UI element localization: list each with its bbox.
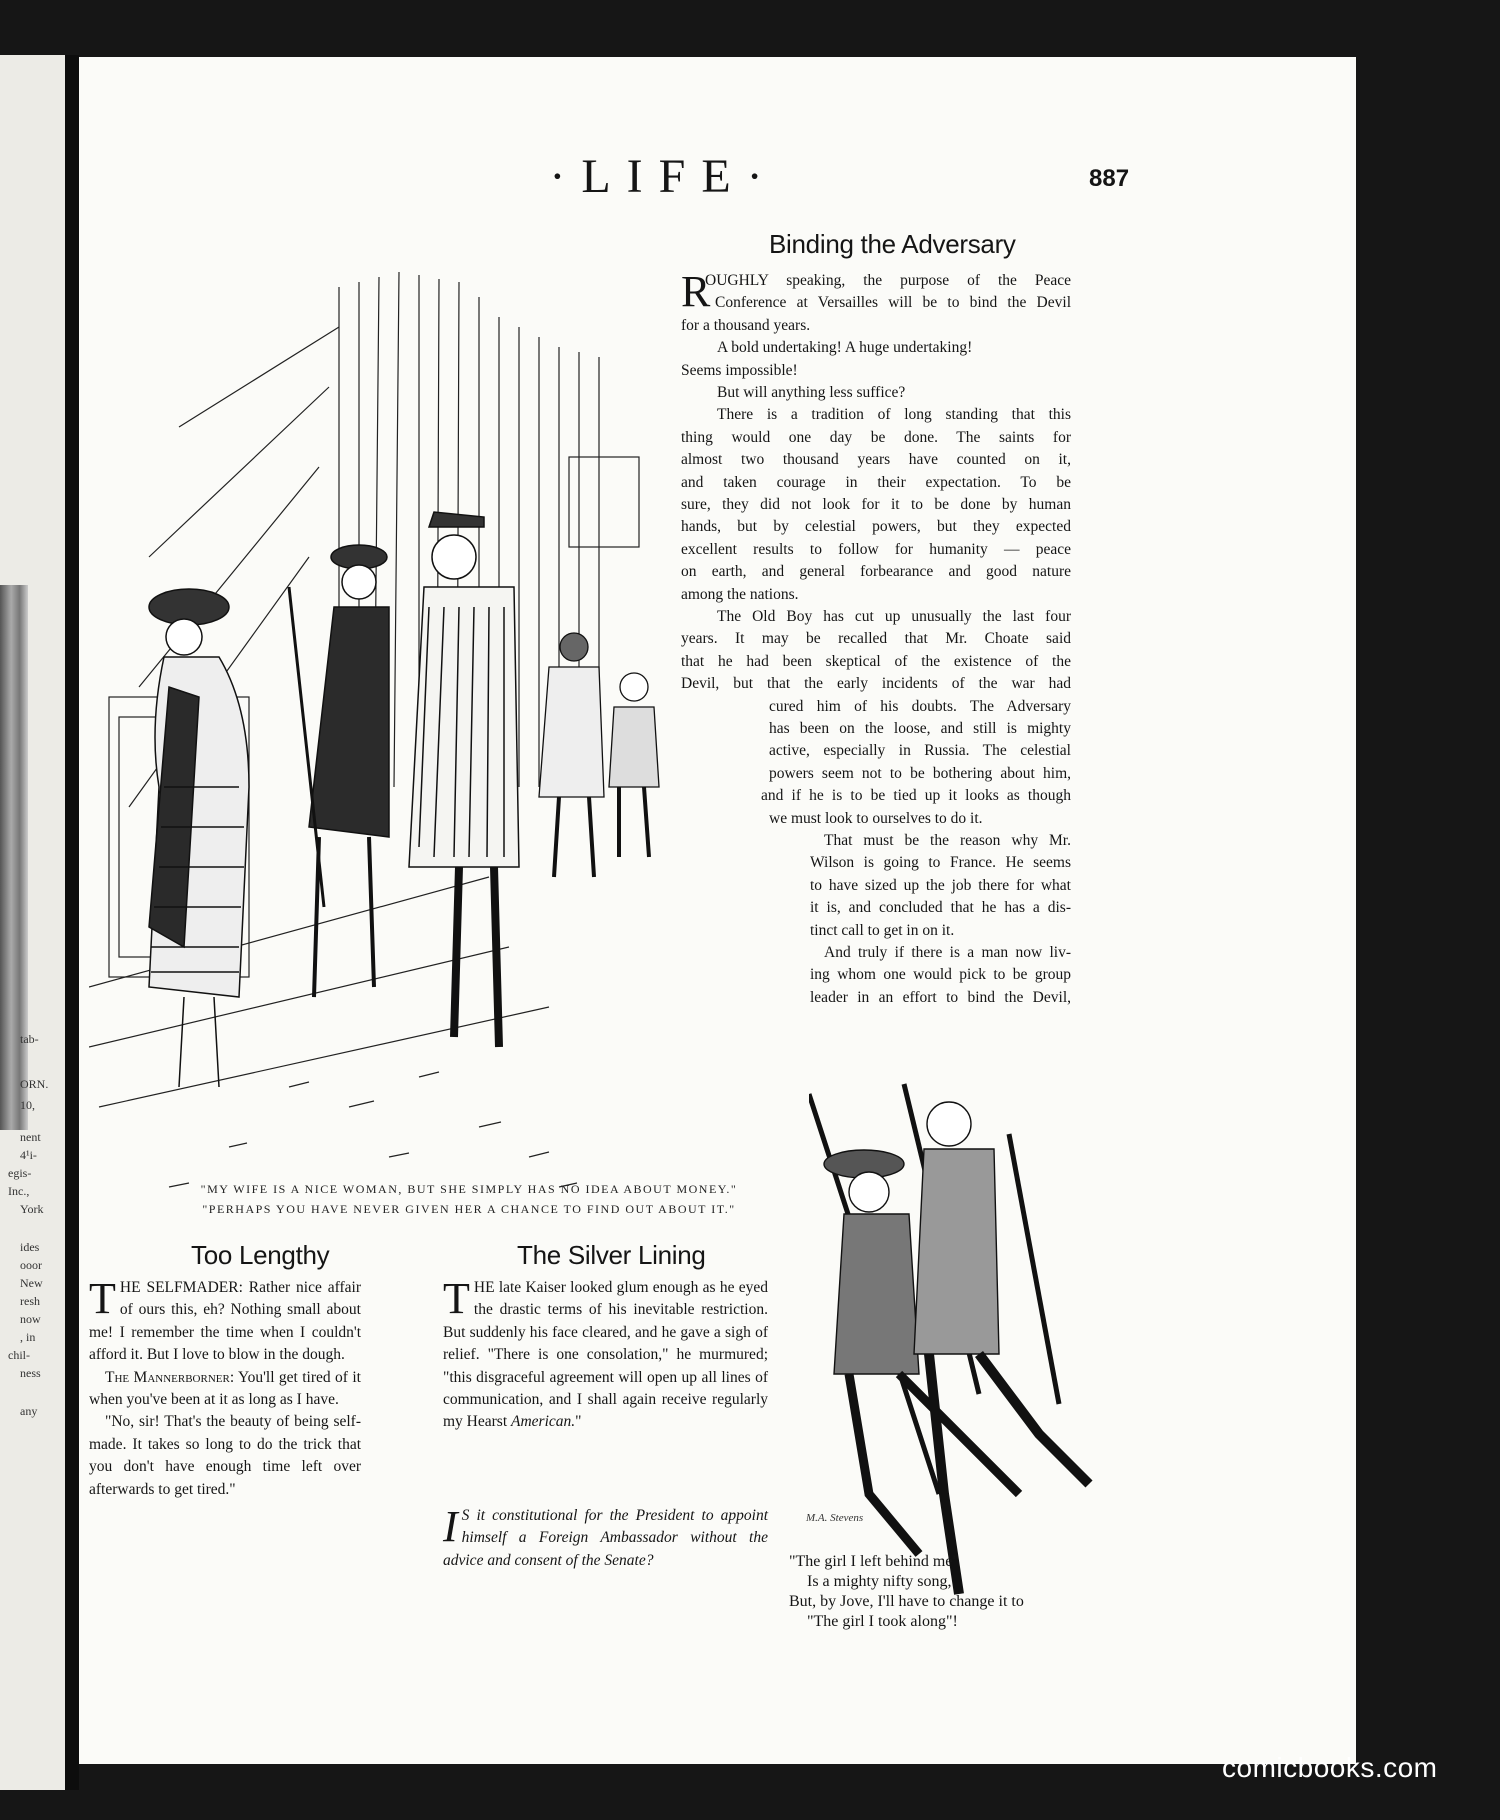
article-line: Wilson is going to France. He seems	[810, 854, 1071, 872]
binding-adversary-title: Binding the Adversary	[769, 229, 1016, 259]
silver-lining-title: The Silver Lining	[517, 1240, 706, 1270]
article-line: A bold undertaking! A huge undertaking!	[717, 339, 973, 357]
left-page-fragment: ness	[20, 1366, 41, 1380]
article-line: thing would one day be done. The saints for	[681, 428, 1071, 446]
site-watermark: comicbooks.com	[1222, 1752, 1438, 1783]
dialogue-text: : You'll get tired of it when you've been at it as long as I have.	[89, 1368, 361, 1409]
article-line: OUGHLY speaking, the purpose of the Peace	[705, 272, 1071, 289]
left-page-fragment: , in	[20, 1330, 36, 1344]
silver-lining-body	[443, 1274, 768, 1434]
left-page-fragment: egis-	[8, 1166, 32, 1180]
poem-line: But, by Jove, I'll have to change it to	[789, 1593, 1024, 1610]
drop-cap: T	[443, 1274, 470, 1323]
too-lengthy-paragraph: "No, sir! That's the beauty of being self-made. It takes so long to do the trick that you don't have enough time left over afterwards to get tired."	[89, 1413, 361, 1498]
article-line: cured him of his doubts. The Adversary	[769, 697, 1071, 715]
article-line: There is a tradition of long standing that this	[717, 406, 1071, 424]
poem	[789, 1552, 1024, 1632]
drop-cap: T	[89, 1274, 116, 1323]
left-page-fragment: Inc.,	[8, 1184, 30, 1198]
artist-signature: M.A. Stevens	[806, 1512, 864, 1524]
too-lengthy-title: Too Lengthy	[191, 1240, 330, 1270]
left-page-fragment: now	[20, 1312, 41, 1326]
too-lengthy-paragraph	[89, 1274, 361, 1367]
closing-quote: "	[575, 1413, 582, 1431]
poem-line: Is a mighty nifty song,	[807, 1573, 952, 1590]
poem-line: "The girl I left behind me"	[789, 1553, 959, 1570]
newspaper-name: American.	[511, 1413, 576, 1431]
caption-line: "MY WIFE IS A NICE WOMAN, BUT SHE SIMPLY HAS NO IDEA ABOUT MONEY."	[200, 1182, 738, 1196]
article-line: sure, they did not look for it to be done by human	[681, 496, 1071, 513]
left-page-fragment: any	[20, 1404, 38, 1418]
article-line: that he had been skeptical of the existence of the	[681, 652, 1071, 670]
article-line: tinct call to get in on it.	[810, 921, 955, 939]
speaker-name: The Mannerborner	[105, 1368, 230, 1386]
constitutional-paragraph	[443, 1502, 768, 1572]
left-facing-page	[0, 55, 65, 1790]
too-lengthy-body	[89, 1274, 361, 1501]
article-line: excellent results to follow for humanity — peace	[681, 540, 1071, 558]
silver-lining-text: HE late Kaiser looked glum enough as he eyed the drastic terms of his inevitable restriction. But suddenly his face cleared, and he gave a sigh of relief. "There is one consolation," he murmured; "this disgraceful agreement will open up all lines of communication, and I shall again receive regularly my Hearst	[443, 1279, 768, 1431]
article-line: to have sized up the job there for what	[810, 876, 1071, 894]
article-line: among the nations.	[681, 585, 799, 603]
article-line: years. It may be recalled that Mr. Choate said	[681, 630, 1071, 648]
article-line: active, especially in Russia. The celestial	[769, 742, 1071, 760]
article-line: it is, and concluded that he has a dis-	[810, 899, 1071, 917]
magazine-page	[79, 57, 1356, 1764]
left-page-illustration-strip	[0, 585, 28, 1130]
silver-lining-paragraph	[443, 1274, 768, 1434]
left-page-fragment: New	[20, 1276, 43, 1290]
article-line: That must be the reason why Mr.	[824, 832, 1071, 849]
article-line: for a thousand years.	[681, 316, 811, 334]
left-page-fragment: ides	[20, 1240, 40, 1254]
too-lengthy-paragraph	[89, 1367, 361, 1412]
left-page-fragment: ORN.	[20, 1077, 49, 1091]
article-line: powers seem not to be bothering about him,	[769, 764, 1071, 782]
page-number: 887	[1089, 165, 1130, 192]
left-page-fragment: nent	[20, 1130, 41, 1144]
article-line: almost two thousand years have counted on it,	[681, 451, 1071, 469]
street-scene-illustration	[89, 227, 739, 1217]
man-with-cane-figure	[289, 545, 389, 997]
article-line: The Old Boy has cut up unusually the last four	[717, 608, 1071, 625]
left-page-fragment: 4¹i-	[20, 1148, 37, 1162]
constitutional-text: S it constitutional for the President to appoint himself a Foreign Ambassador without the advice and consent of the Senate?	[443, 1507, 768, 1569]
children-figures	[539, 633, 659, 877]
speaker-name: HE SELFMADER	[119, 1279, 239, 1296]
drop-cap: R	[681, 267, 711, 316]
article-line: ing whom one would pick to be group	[810, 966, 1071, 984]
article-line: and taken courage in their expectation. To be	[681, 473, 1071, 491]
dialogue-text: : Rather nice affair of ours this, eh? Nothing small about me! I remember the time when I couldn't afford it. But I love to blow in the dough.	[89, 1279, 361, 1364]
article-line: has been on the loose, and still is mighty	[769, 720, 1071, 737]
article-line: But will anything less suffice?	[717, 384, 906, 401]
article-line: and if he is to be tied up it looks as though	[761, 787, 1071, 805]
left-page-fragment: ooor	[20, 1258, 42, 1272]
masthead: ·LIFE·	[549, 150, 779, 203]
article-line: Seems impossible!	[681, 361, 798, 379]
caption-line: "PERHAPS YOU HAVE NEVER GIVEN HER A CHANCE TO FIND OUT ABOUT IT."	[202, 1202, 736, 1216]
poem-line: "The girl I took along"!	[807, 1613, 958, 1630]
left-page-fragment: chil-	[8, 1348, 30, 1362]
article-line: Conference at Versailles will be to bind the Devil	[715, 294, 1071, 312]
left-page-fragment: resh	[20, 1294, 40, 1308]
left-page-fragment: 10,	[20, 1098, 35, 1112]
article-line: Devil, but that the early incidents of the war had	[681, 675, 1071, 693]
book-gutter	[65, 55, 79, 1790]
constitutional-note	[443, 1502, 768, 1572]
article-line: And truly if there is a man now liv-	[824, 944, 1071, 961]
left-page-fragment: York	[20, 1202, 44, 1216]
article-line: we must look to ourselves to do it.	[769, 809, 983, 827]
article-line: hands, but by celestial powers, but they expected	[681, 518, 1071, 536]
left-page-fragment: tab-	[20, 1032, 39, 1046]
illustration-caption	[119, 1179, 819, 1219]
article-line: on earth, and general forbearance and good nature	[681, 563, 1071, 581]
drop-cap: I	[443, 1502, 458, 1551]
article-line: leader in an effort to bind the Devil,	[810, 988, 1071, 1006]
